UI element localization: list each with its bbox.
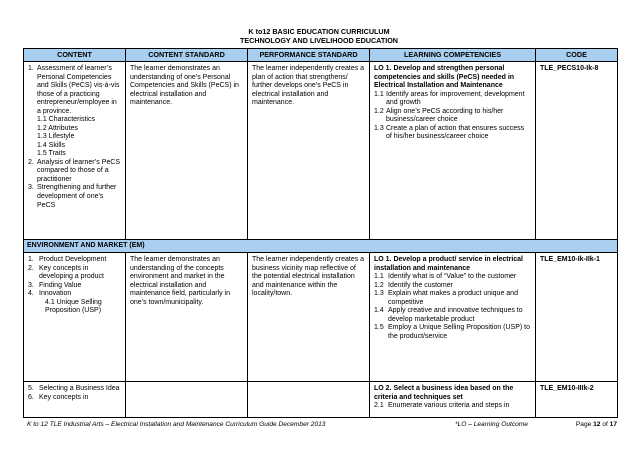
list-item: 1.5 Employ a Unique Selling Proposition (USP) to the product/service [374,324,531,340]
cell-performance-standard: The learner independently creates a plan of action that strengthens/ further develops one’s PeCS in electrical installation and maintenance. [248,62,370,240]
cell-content-standard: The learner demonstrates an understanding of the concepts environment and market in the electrical installation and maintenance field, particularly in one’s town/municipality. [126,253,248,382]
cell-content-standard [126,382,248,418]
cell-code: TLE_EM10-Ik-IIk-1 [536,253,618,382]
lo-title: LO 1. Develop a product/ service in electrical installation and maintenance [374,256,524,272]
list-item: 2. Analysis of learner’s PeCS compared to those of a practitioner [28,158,121,183]
curriculum-table [23,48,618,418]
col-header-content-standard: CONTENT STANDARD [126,49,248,62]
cell-learning-competencies [370,382,536,418]
list-item: 1.5 Traits [37,150,66,158]
list-item: 1.4 Skills [37,141,66,149]
list-item: 1.3 Explain what makes a product unique and competitive [374,290,518,306]
list-item: 1.1 Identify areas for improvement, development and growth [374,90,525,107]
section-title: ENVIRONMENT AND MARKET (EM) [24,240,618,253]
footer-lo-note: *LO – Learning Outcome [455,421,528,428]
list-item: 1.1 Identify what is of “Value” to the customer [374,273,517,281]
col-header-content: CONTENT [24,49,126,62]
cell-content [24,253,126,382]
list-item: 4.1 Unique Selling Proposition (USP) [45,298,102,315]
cell-performance-standard: The learner independently creates a business vicinity map reflective of the potential electrical installation and maintenance within the locality/town. [248,253,370,382]
cell-content-standard: The learner demonstrates an understanding of one’s Personal Competencies and Skills (PeCS) in electrical installation and maintenance. [126,62,248,240]
cell-learning-competencies [370,62,536,240]
list-item: 1. Assessment of learner’s Personal Competencies and Skills (PeCS) vis-à-vis those of a practicing entrepreneur/employee in a province. [28,65,120,115]
lo-title: LO 1. Develop and strengthen personal competencies and skills (PeCS) needed in Electrical Installation and Maintenance [374,65,515,90]
footer-page-number: Page 12 of 17 [575,421,617,428]
list-item: 1.3 Lifestyle [37,133,75,141]
table-row [24,253,618,382]
cell-learning-competencies [370,253,536,382]
list-item: 1.4 Apply creative and innovative techniques to develop marketable product [374,307,523,323]
list-item: 3. Strengthening and further development of one’s PeCS [28,184,117,209]
header-line-1: K to12 BASIC EDUCATION CURRICULUM [248,27,390,36]
col-header-learning-competencies: LEARNING COMPETENCIES [370,49,536,62]
list-item: 1.2 Attributes [37,124,78,132]
list-item: 6. Key concepts in [28,393,89,401]
document-header [0,27,638,45]
list-item: 1.1 Characteristics [37,116,95,124]
table-row [24,62,618,240]
table-row [24,382,618,418]
cell-content [24,62,126,240]
list-item: 4. Innovation [28,290,72,298]
list-item: 2. Key concepts in developing a product [28,264,104,281]
footer-document-title: K to 12 TLE Industrial Arts – Electrical Installation and Maintenance Curriculum Guide December 2013 [27,421,326,428]
header-line-2: TECHNOLOGY AND LIVELIHOOD EDUCATION [240,36,398,45]
list-item: 1. Product Development [28,256,107,263]
list-item: 2.1 Enumerate various criteria and steps in [374,402,510,410]
list-item: 1.2 Identify the customer [374,281,453,289]
col-header-performance-standard: PERFORMANCE STANDARD [248,49,370,62]
col-header-code: CODE [536,49,618,62]
lo-title: LO 2. Select a business idea based on the criteria and techniques set [374,385,514,401]
cell-performance-standard [248,382,370,418]
cell-content [24,382,126,418]
table-header-row [24,49,618,62]
cell-code: TLE_PECS10-Ik-8 [536,62,618,240]
list-item: 3. Finding Value [28,281,82,289]
list-item: 5. Selecting a Business Idea [28,385,120,392]
list-item: 1.3 Create a plan of action that ensures success of his/her business/career choice [374,124,525,141]
cell-code: TLE_EM10-IIIk-2 [536,382,618,418]
section-row [24,240,618,253]
list-item: 1.2 Align one’s PeCS according to his/her business/career choice [374,107,504,124]
